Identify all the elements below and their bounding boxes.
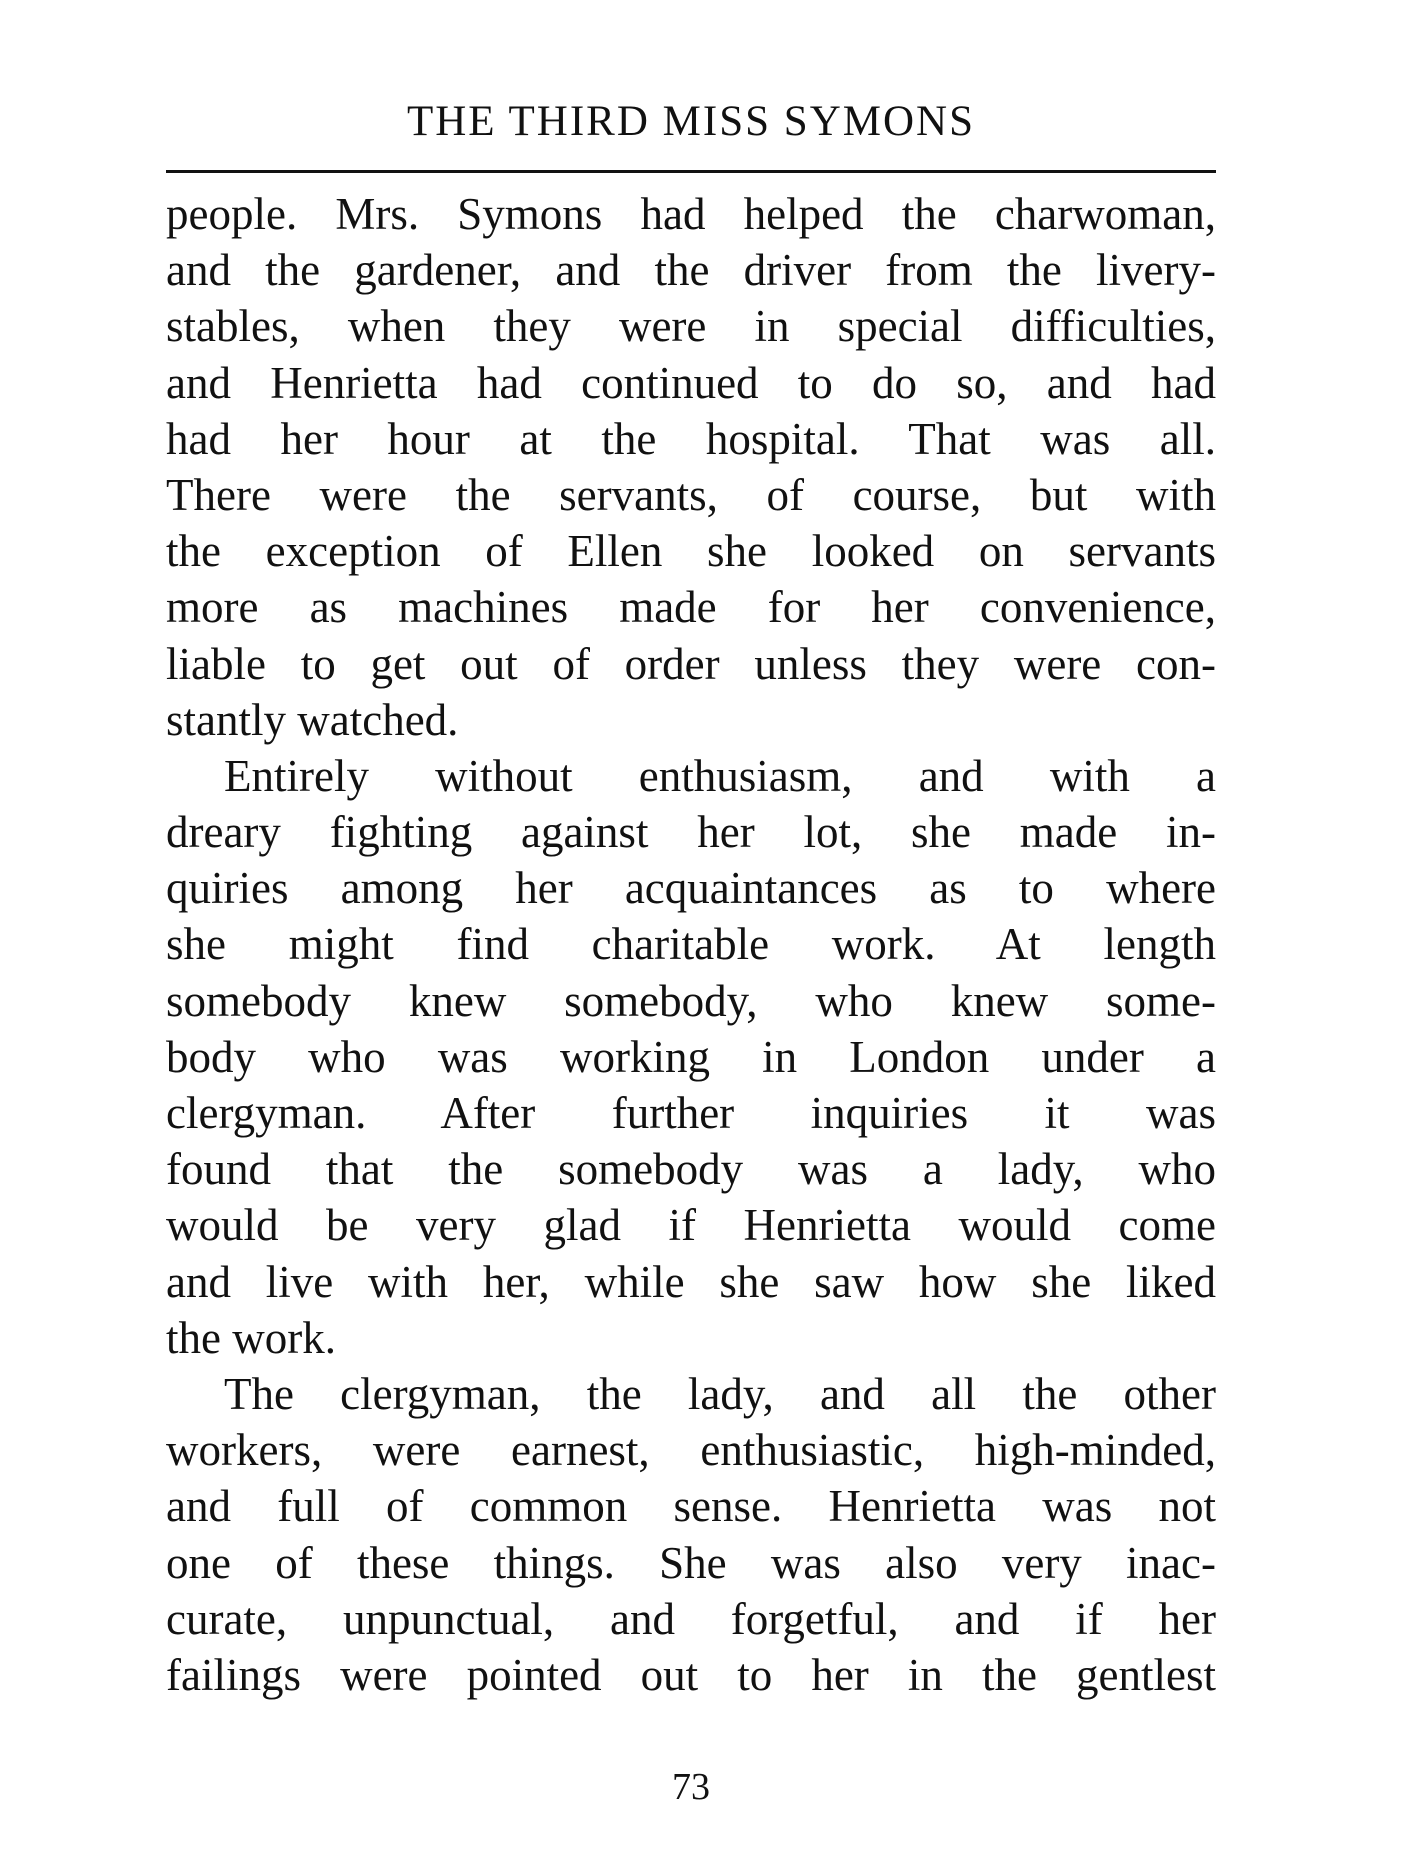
text-line: somebody knew somebody, who knew some- — [166, 975, 1216, 1026]
running-head: THE THIRD MISS SYMONS — [406, 98, 976, 145]
text-line: The clergyman, the lady, and all the other — [224, 1368, 1216, 1419]
header-rule — [166, 170, 1216, 173]
text-line: quiries among her acquaintances as to where — [166, 863, 1216, 914]
text-line: There were the servants, of course, but with — [166, 469, 1216, 520]
text-line: stantly watched. — [166, 694, 459, 745]
text-line: and the gardener, and the driver from the livery- — [166, 245, 1216, 296]
text-line: had her hour at the hospital. That was all. — [166, 413, 1216, 464]
text-line: and live with her, while she saw how she liked — [166, 1256, 1216, 1307]
paragraph-1 — [166, 186, 1216, 748]
text-line: found that the somebody was a lady, who — [166, 1144, 1216, 1195]
text-line: the exception of Ellen she looked on servants — [166, 526, 1216, 577]
text-line: body who was working in London under a — [166, 1031, 1216, 1082]
text-line: failings were pointed out to her in the gentlest — [166, 1649, 1216, 1700]
paragraph-3 — [166, 1366, 1216, 1703]
text-line: stables, when they were in special difficulties, — [166, 301, 1216, 352]
text-line: and Henrietta had continued to do so, and had — [166, 357, 1216, 408]
text-line: dreary fighting against her lot, she made in- — [166, 807, 1216, 858]
paragraph-2 — [166, 748, 1216, 1366]
text-line: Entirely without enthusiasm, and with a — [224, 750, 1216, 801]
body-text — [166, 186, 1216, 1703]
text-line: would be very glad if Henrietta would come — [166, 1200, 1216, 1251]
text-line: liable to get out of order unless they were con- — [166, 638, 1216, 689]
page-number: 73 — [672, 1766, 710, 1808]
text-line: she might find charitable work. At length — [166, 919, 1216, 970]
text-line: and full of common sense. Henrietta was not — [166, 1481, 1216, 1532]
text-line: one of these things. She was also very inac- — [166, 1537, 1216, 1588]
text-line: clergyman. After further inquiries it was — [166, 1088, 1216, 1138]
text-line: curate, unpunctual, and forgetful, and if her — [166, 1593, 1216, 1644]
text-line: people. Mrs. Symons had helped the charwoman, — [166, 189, 1216, 239]
text-line: the work. — [166, 1312, 336, 1363]
text-line: workers, were earnest, enthusiastic, high-minded, — [166, 1425, 1216, 1476]
text-line: more as machines made for her convenience, — [166, 582, 1216, 633]
